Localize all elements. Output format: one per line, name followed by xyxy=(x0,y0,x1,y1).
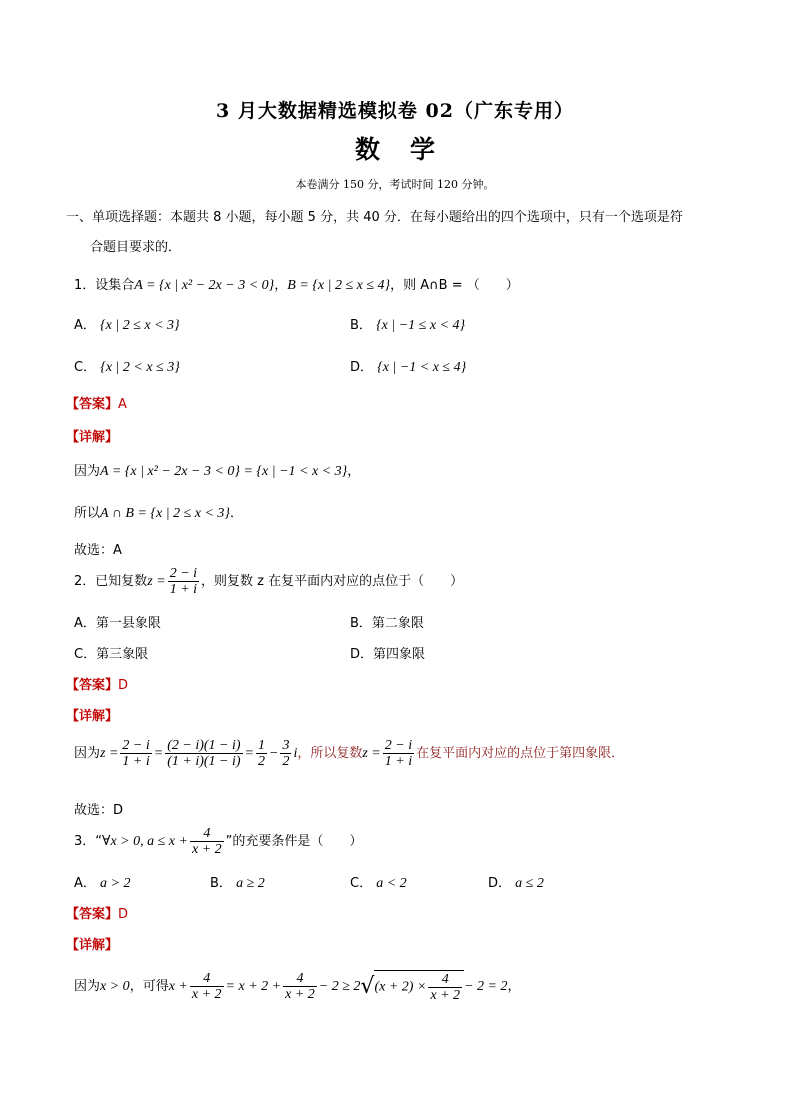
option-value: a < 2 xyxy=(376,876,407,891)
section-heading-line1: 一、单项选择题：本题共 8 小题，每小题 5 分，共 40 分．在每小题给出的四个选项中，只有一个选项是符 xyxy=(66,210,683,225)
q1-option-a xyxy=(74,314,180,334)
option-label: A． xyxy=(74,876,96,891)
denominator: x + 2 xyxy=(191,842,222,857)
option-value: {x | −1 ≤ x < 4} xyxy=(376,318,466,333)
formula: A ∩ B = {x | 2 ≤ x < 3} xyxy=(100,506,231,521)
q3-option-d xyxy=(488,872,544,892)
q3-answer xyxy=(66,903,128,922)
text: 所以 xyxy=(74,506,101,521)
denominator: (1 + i)(1 − i) xyxy=(167,754,241,769)
text: ， xyxy=(507,979,521,994)
fraction xyxy=(256,738,267,769)
q3-option-c xyxy=(350,872,407,892)
q2-choice: 故选：D xyxy=(74,803,124,818)
formula: − xyxy=(269,746,279,761)
numerator: 4 xyxy=(441,972,449,987)
option-label: B． xyxy=(350,616,372,631)
numerator: 2 − i xyxy=(122,738,150,753)
answer-value: D xyxy=(118,907,129,922)
fraction xyxy=(165,738,242,769)
numerator: 3 xyxy=(282,738,290,753)
option-label: B． xyxy=(210,876,232,891)
fraction xyxy=(120,738,151,769)
option-label: C． xyxy=(350,876,373,891)
denominator: x + 2 xyxy=(191,987,222,1002)
numerator: 2 − i xyxy=(384,738,413,753)
fraction xyxy=(428,972,462,1003)
numerator: 2 − i xyxy=(169,566,198,581)
formula: A = {x | x² − 2x − 3 < 0} = {x | −1 < x < 3} xyxy=(100,464,348,479)
q3-stem xyxy=(74,826,362,857)
answer-value: D xyxy=(118,678,129,693)
numerator: 1 xyxy=(258,738,265,753)
formula: z = xyxy=(147,574,166,589)
q2-stem xyxy=(74,566,463,597)
text: 在复平面内对应的点位于第四象限． xyxy=(416,746,625,761)
option-label: C． xyxy=(74,360,97,375)
q2-option-a xyxy=(74,612,161,631)
fraction xyxy=(168,566,199,597)
text: ”的充要条件是（ ） xyxy=(225,834,363,849)
q1-sep: ， xyxy=(274,278,288,293)
numerator: 4 xyxy=(296,971,304,986)
option-value: a ≤ 2 xyxy=(515,876,544,891)
fraction xyxy=(280,738,291,769)
fraction xyxy=(283,971,317,1002)
fraction xyxy=(383,738,414,769)
denominator: x + 2 xyxy=(430,988,461,1003)
formula: x + xyxy=(168,979,188,994)
numerator: (2 − i)(1 − i) xyxy=(167,738,241,753)
q2-option-b xyxy=(350,612,424,631)
option-value: 第四象限 xyxy=(373,647,426,662)
q1-ask: ，则 A∩B = （ ） xyxy=(390,278,519,293)
section-heading-line2: 合题目要求的． xyxy=(90,240,182,255)
fraction xyxy=(190,971,224,1002)
denominator: x + 2 xyxy=(285,987,315,1002)
option-value: {x | 2 < x ≤ 3} xyxy=(100,360,180,375)
fraction xyxy=(190,826,224,857)
sqrt-sign: √ xyxy=(360,974,375,999)
option-value: {x | 2 ≤ x < 3} xyxy=(100,318,180,333)
q3-option-b xyxy=(210,872,265,892)
formula: = xyxy=(153,746,164,761)
q1-set-a: A = {x | x² − 2x − 3 < 0} xyxy=(134,278,275,293)
text: 2．已知复数 xyxy=(74,574,148,589)
q1-set-b: B = {x | 2 ≤ x ≤ 4} xyxy=(287,278,391,293)
formula: − 2 = 2 xyxy=(464,979,508,994)
option-value: {x | −1 < x ≤ 4} xyxy=(377,360,467,375)
q2-solution xyxy=(74,738,624,769)
text: 因为 xyxy=(74,746,101,761)
text: ，所以复数 xyxy=(297,746,363,761)
text: ． xyxy=(230,506,244,521)
option-label: B． xyxy=(350,318,372,333)
formula: x > 0 xyxy=(100,979,130,994)
exam-note: 本卷满分 150 分，考试时间 120 分钟。 xyxy=(295,178,495,191)
text: 因为 xyxy=(74,464,101,479)
denominator: 2 xyxy=(282,754,290,769)
option-label: D． xyxy=(350,360,374,375)
q2-option-c xyxy=(74,643,148,662)
q1-prefix: 1．设集合 xyxy=(74,278,135,293)
q1-answer xyxy=(66,393,127,412)
option-label: A． xyxy=(74,318,96,333)
q1-choice: 故选：A xyxy=(74,543,122,558)
formula: = x + 2 + xyxy=(225,979,282,994)
q2-answer xyxy=(66,674,128,693)
text: ，则复数 z 在复平面内对应的点位于（ ） xyxy=(201,574,464,589)
q3-detail-tag: 【详解】 xyxy=(66,938,119,953)
subject-heading: 数学 xyxy=(354,135,465,164)
page-title: 3 月大数据精选模拟卷 02（广东专用） xyxy=(216,100,574,122)
formula: (x + 2) × xyxy=(374,979,427,995)
denominator: 1 + i xyxy=(122,754,150,769)
q1-stem xyxy=(74,274,519,294)
option-label: D． xyxy=(350,647,374,662)
q1-solution-line1 xyxy=(74,460,360,480)
formula: ∀x > 0, a ≤ x + xyxy=(102,834,188,849)
numerator: 4 xyxy=(203,826,211,841)
option-label: C． xyxy=(74,647,97,662)
q3-solution xyxy=(74,970,520,1003)
option-value: 第三象限 xyxy=(96,647,149,662)
formula: z = xyxy=(362,746,381,761)
q1-option-b xyxy=(350,314,465,334)
option-value: 第一县象限 xyxy=(95,616,161,631)
q2-option-d xyxy=(350,643,425,662)
formula: = xyxy=(244,746,254,761)
text: 3．“ xyxy=(74,834,103,849)
answer-tag: 【答案】 xyxy=(66,907,119,922)
text: ， xyxy=(347,464,361,479)
text: ，可得 xyxy=(129,979,169,994)
denominator: 1 + i xyxy=(384,754,413,769)
option-label: D． xyxy=(488,876,512,891)
option-label: A． xyxy=(74,616,96,631)
answer-tag: 【答案】 xyxy=(66,397,119,412)
q1-solution-line2 xyxy=(74,502,243,522)
option-value: 第二象限 xyxy=(371,616,424,631)
sqrt-radicand xyxy=(374,970,464,1003)
answer-value: A xyxy=(118,397,127,412)
formula: − 2 ≥ 2 xyxy=(318,979,361,994)
q2-detail-tag: 【详解】 xyxy=(66,709,119,724)
q1-option-d xyxy=(350,356,466,376)
q3-option-a xyxy=(74,872,131,892)
text: 因为 xyxy=(74,979,101,994)
denominator: 2 xyxy=(258,754,265,769)
denominator: 1 + i xyxy=(169,582,198,597)
option-value: a ≥ 2 xyxy=(236,876,265,891)
option-value: a > 2 xyxy=(100,876,131,891)
answer-tag: 【答案】 xyxy=(66,678,119,693)
q1-detail-tag: 【详解】 xyxy=(66,430,119,445)
q1-option-c xyxy=(74,356,180,376)
formula: i xyxy=(293,746,298,761)
formula: z = xyxy=(100,746,119,761)
numerator: 4 xyxy=(203,971,211,986)
